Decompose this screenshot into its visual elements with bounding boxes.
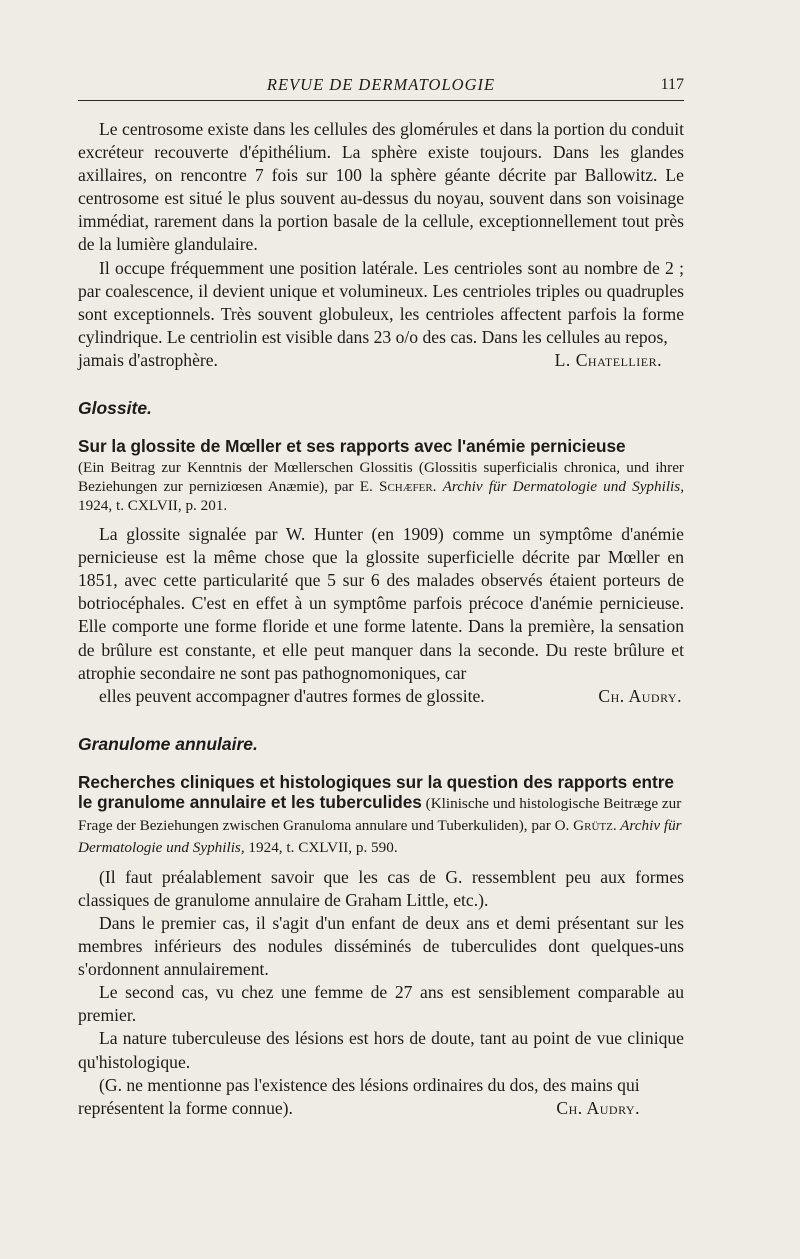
reference-text: (Klinische und histologische Beitræge zur Frage der Beziehungen zwischen Granuloma annulare und Tuberkuliden), par O. [78,794,682,834]
article-title-granulome [78,772,684,858]
intro-closing-text: jamais d'astrophère. [78,349,218,370]
spacer [78,858,684,866]
running-title: REVUE DE DERMATOLOGIE [266,75,496,94]
reference-tail: 1924, t. CXLVII, p. 201. [78,497,228,515]
signature-audry-1: Ch. Audry. [598,685,682,706]
glossite-closing [78,685,684,708]
reference-tail: 1924, t. CXLVII, p. 590. [244,838,398,856]
section-heading-granulome: Granulome annulaire. [78,733,258,754]
granulome-paragraph-2: Dans le premier cas, il s'agit d'un enfant de deux ans et demi présentant sur les membres inférieurs des nodules disséminés de tuberculides dont quelques-uns s'ordonnent annulairement. [78,912,684,980]
signature-audry-2: Ch. Audry. [556,1097,640,1118]
reference-journal: Archiv für Dermatologie und Syphilis, [442,478,684,496]
page-header [78,72,684,94]
granulome-closing [78,1074,684,1120]
reference-text: (Ein Beitrag zur Kenntnis der Mœllerschen Glossitis (Glossitis superficialis chronica, und ihrer Beziehungen zur perniziœsen Anæmie), par E. [78,459,684,496]
article-title-text: Recherches cliniques et histologiques sur la question des rapports entre le granulome annulaire et les tuberculides [78,771,674,812]
intro-paragraph-1: Le centrosome existe dans les cellules des glomérules et dans la portion du conduit excréteur recouverte d'épithélium. La sphère existe toujours. Dans les glandes axillaires, on rencontre 7 fois sur 100 la sphère géante décrite par Ballowitz. Le centrosome est situé le plus souvent au-dessus du noyau, souvent dans son voisinage immédiat, rarement dans la portion basale de la cellule, exceptionnellement tout près de la lumière glandulaire. [78,119,684,255]
granulome-paragraph-4: La nature tuberculeuse des lésions est hors de doute, tant au point de vue clinique qu'histologique. [78,1028,684,1072]
article-title-glossite: Sur la glossite de Mœller et ses rapports avec l'anémie pernicieuse [78,436,626,457]
glossite-closing-text: elles peuvent accompagner d'autres formes de glossite. [99,685,485,706]
signature-chatellier: L. Chatellier. [554,349,662,370]
reference-journal: Archiv für Dermatologie und Syphilis, [78,816,682,856]
glossite-body: La glossite signalée par W. Hunter (en 1909) comme un symptôme d'anémie pernicieuse est la même chose que la glossite superficielle décrite par Mœller en 1851, avec cette particularité que 5 sur 6 des malades observés étaient porteurs de botriocéphales. C'est en effet à un symptôme parfois précoce d'anémie pernicieuse. Elle comporte une forme floride et une forme latente. Dans la première, la sensation de brûlure est constante, et elle peut manquer dans la seconde. Du reste brûlure et atrophie secondaire ne sont pas pathognomoniques, car [78,524,684,683]
page-number: 117 [660,76,684,93]
page [78,72,684,1120]
granulome-closing-text: (G. ne mentionne pas l'existence des lésions ordinaires du dos, des mains qui représentent la forme connue). [78,1074,640,1118]
reference-author: Grütz. [573,816,617,834]
section-heading-glossite: Glossite. [78,398,152,419]
granulome-paragraph-1: (Il faut préalablement savoir que les cas de G. ressemblent peu aux formes classiques de granulome annulaire de Graham Little, etc.). [78,866,684,910]
intro-closing [78,349,684,372]
granulome-paragraph-3: Le second cas, vu chez une femme de 27 ans est sensiblement comparable au premier. [78,982,684,1026]
header-rule [78,100,684,101]
reference-author: Schæfer. [379,478,437,496]
article-reference-glossite [78,458,684,515]
intro-paragraph-2: Il occupe fréquemment une position latérale. Les centrioles sont au nombre de 2 ; par coalescence, il devient unique et volumineux. Les centrioles triples ou quadruples sont exceptionnels. Très souvent globuleux, les centrioles affectent parfois la forme cylindrique. Le centriolin est visible dans 23 o/o des cas. Dans les cellules au repos, [78,257,684,347]
